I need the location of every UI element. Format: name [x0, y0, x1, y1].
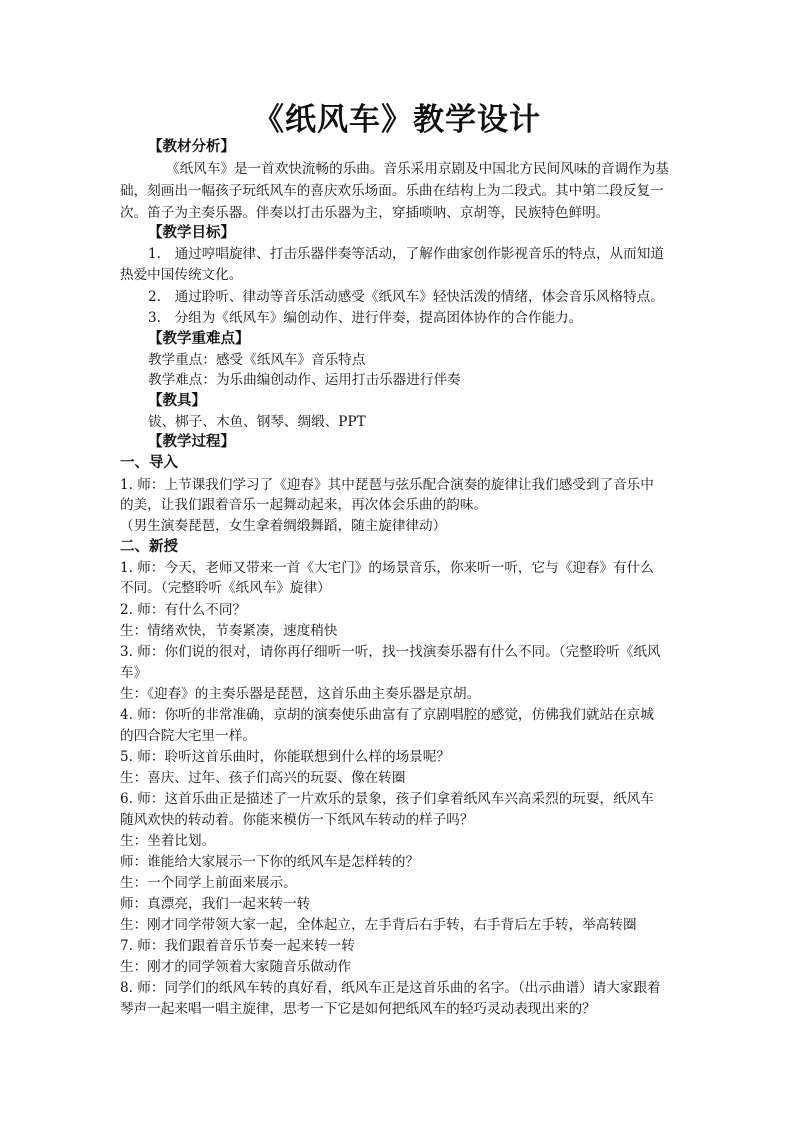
intro-heading: 一、导入 [120, 454, 178, 471]
new-line: 6. 师：这首乐曲正是描述了一片欢乐的景象，孩子们拿着纸风车兴高采烈的玩耍，纸风车 [120, 791, 654, 807]
new-line: 1. 师：今天，老师又带来一首《大宅门》的场景音乐，你来听一听，它与《迎春》有什么 [120, 560, 654, 576]
new-line: 生：刚才的同学领着大家随音乐做动作 [120, 959, 352, 975]
new-line: 生：情绪欢快，节奏紧凑，速度稍快 [120, 623, 338, 639]
material-line: 次。笛子为主奏乐器。伴奏以打击乐器为主，穿插唢呐、京胡等，民族特色鲜明。 [120, 205, 610, 221]
new-line: 车》 [120, 665, 148, 681]
new-line: 8. 师：同学们的纸风车转的真好看，纸风车正是这首乐曲的名字。（出示曲谱）请大家跟着 [120, 980, 661, 996]
tools-line: 钹、梆子、木鱼、钢琴、绸缎、PPT [148, 414, 366, 430]
new-line: 2. 师：有什么不同？ [120, 602, 247, 618]
material-line: 《纸风车》是一首欢快流畅的乐曲。音乐采用京剧及中国北方民间风味的音调作为基 [166, 161, 669, 177]
key-heading: 【教学重难点】 [148, 330, 250, 347]
document-title: 《纸风车》教学设计 [253, 102, 541, 138]
goal-line: 3. 分组为《纸风车》编创动作、进行伴奏，提高团体协作的合作能力。 [148, 310, 583, 326]
new-line: 师：谁能给大家展示一下你的纸风车是怎样转的？ [120, 854, 420, 870]
intro-line: 的美，让我们跟着音乐一起舞动起来，再次体会乐曲的韵味。 [120, 497, 488, 513]
new-line: 琴声一起来唱一唱主旋律，思考一下它是如何把纸风车的轻巧灵动表现出来的？ [120, 1001, 596, 1017]
new-line: 生：喜庆、过年、孩子们高兴的玩耍、像在转圈 [120, 770, 406, 786]
goal-line: 1. 通过哼唱旋律、打击乐器伴奏等活动，了解作曲家创作影视音乐的特点，从而知道 [148, 246, 664, 262]
material-heading: 【教材分析】 [148, 138, 235, 155]
new-line: 3. 师：你们说的很对，请你再仔细听一听，找一找演奏乐器有什么不同。（完整聆听《纸风 [120, 644, 661, 660]
new-heading: 二、新授 [120, 538, 178, 555]
new-line: 4. 师：你听的非常准确，京胡的演奏使乐曲富有了京剧唱腔的感觉，仿佛我们就站在京城 [120, 707, 654, 723]
material-line: 础，刻画出一幅孩子玩纸风车的喜庆欢乐场面。乐曲在结构上为二段式。其中第二段反复一 [120, 183, 664, 199]
new-line: 师：真漂亮，我们一起来转一转 [120, 896, 311, 912]
new-line: 生：刚才同学带领大家一起，全体起立，左手背后右手转，右手背后左手转，举高转圈 [120, 917, 637, 933]
new-line: 7. 师：我们跟着音乐节奏一起来转一转 [120, 938, 355, 954]
new-line: 的四合院大宅里一样。 [120, 728, 256, 744]
new-line: 生：《迎春》的主奏乐器是琵琶，这首乐曲主奏乐器是京胡。 [120, 686, 481, 702]
new-line: 生：坐着比划。 [120, 833, 216, 849]
process-heading: 【教学过程】 [148, 433, 235, 450]
new-line: 生：一个同学上前面来展示。 [120, 875, 297, 891]
new-line: 5. 师：聆听这首乐曲时，你能联想到什么样的场景呢？ [120, 749, 450, 765]
tools-heading: 【教具】 [148, 392, 206, 409]
goals-heading: 【教学目标】 [148, 224, 235, 241]
key-line: 教学难点：为乐曲编创动作、运用打击乐器进行伴奏 [148, 372, 461, 388]
new-line: 不同。（完整聆听《纸风车》旋律） [120, 580, 331, 596]
new-line: 随风欢快的转动着。你能来模仿一下纸风车转动的样子吗？ [120, 812, 474, 828]
goal-line: 热爱中国传统文化。 [120, 267, 243, 283]
intro-line: 1. 师：上节课我们学习了《迎春》其中琵琶与弦乐配合演奏的旋律让我们感受到了音乐中 [120, 477, 654, 493]
intro-line: （男生演奏琵琶，女生拿着绸缎舞蹈，随主旋律律动） [120, 518, 447, 534]
key-line: 教学重点：感受《纸风车》音乐特点 [148, 352, 366, 368]
goal-line: 2. 通过聆听、律动等音乐活动感受《纸风车》轻快活泼的情绪，体会音乐风格特点。 [148, 289, 664, 305]
